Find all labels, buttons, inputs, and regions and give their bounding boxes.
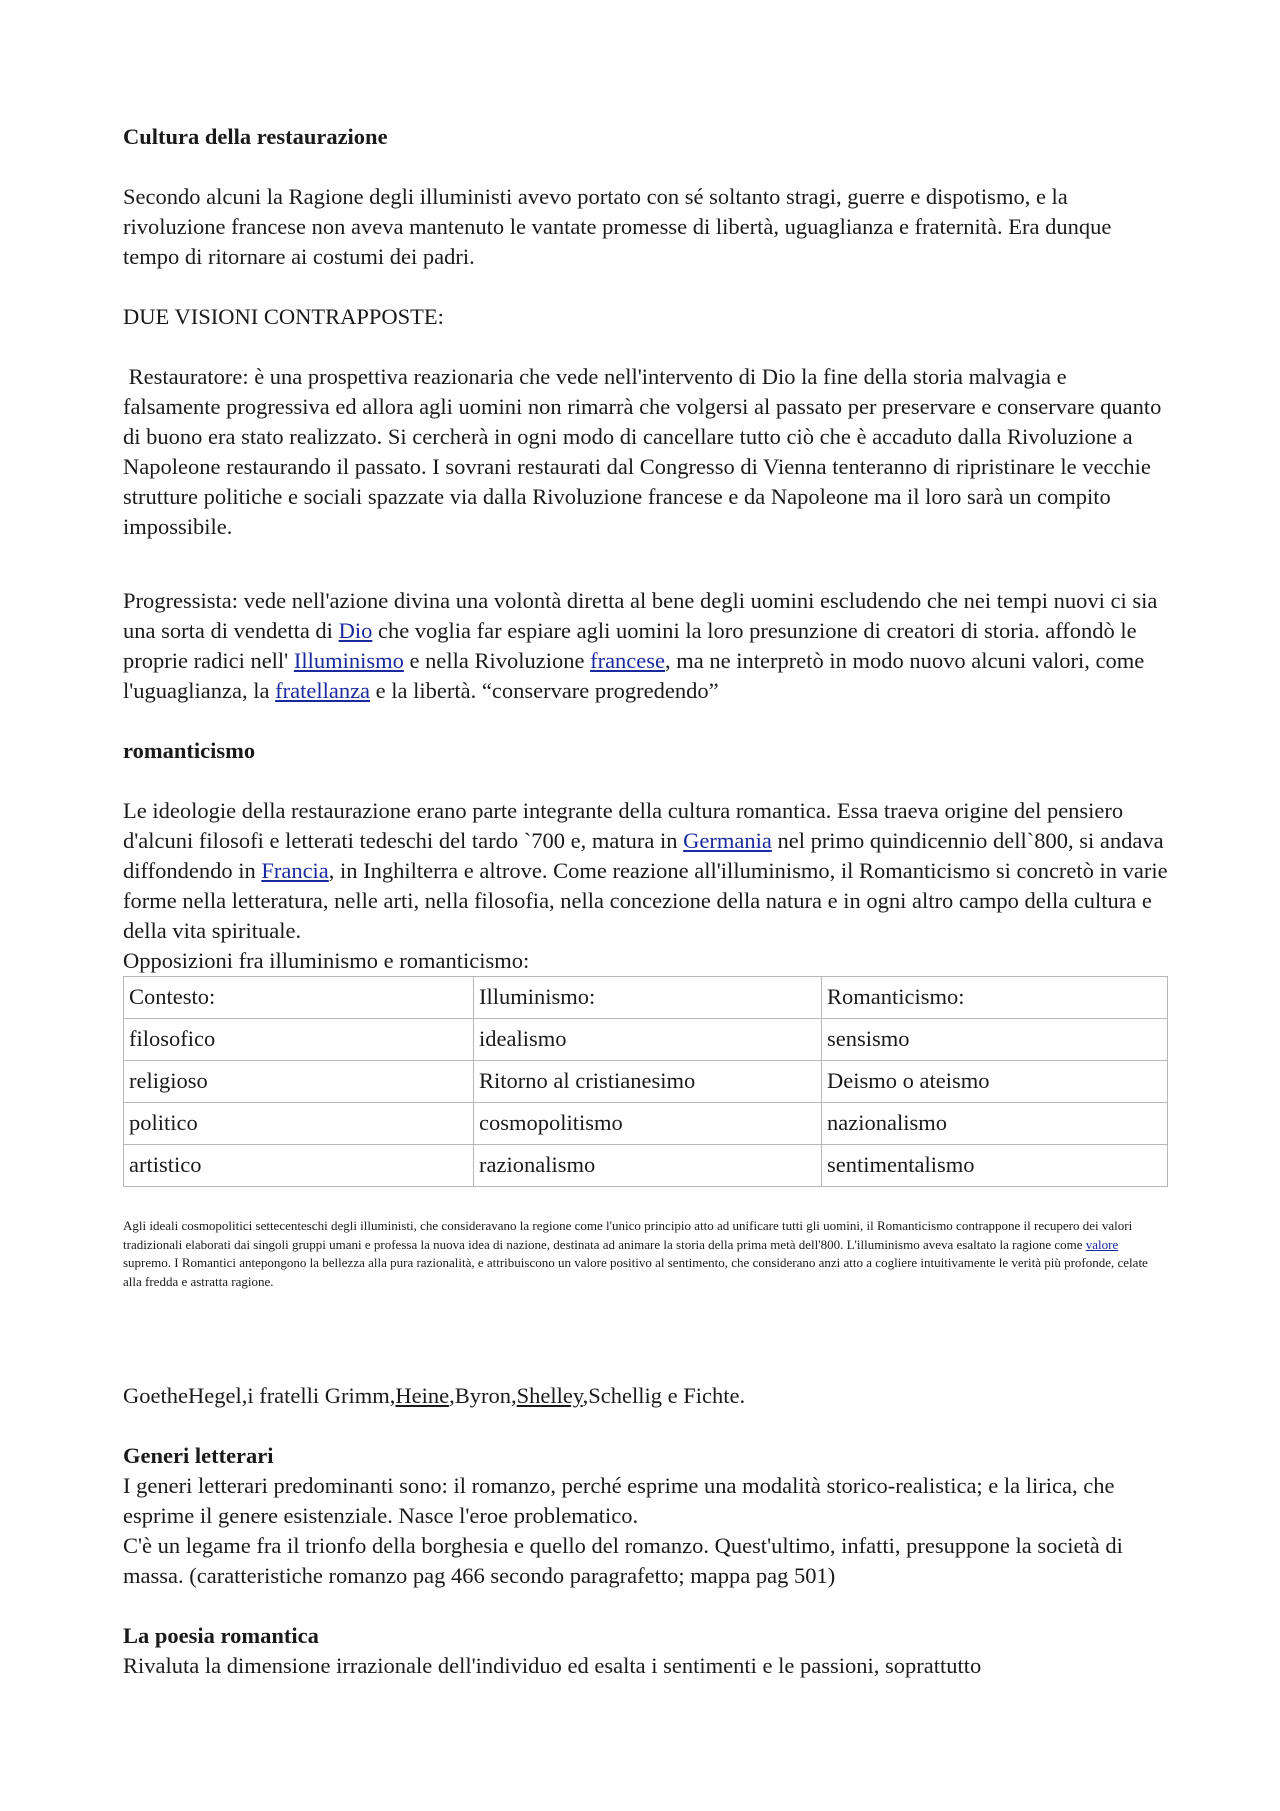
paragraph-generi-2: C'è un legame fra il trionfo della borghesia e quello del romanzo. Quest'ultimo, infatti, presuppone la società di massa. (caratteristiche romanzo pag 466 secondo paragrafetto; mappa pag 501) <box>123 1533 1123 1588</box>
link-francia[interactable]: Francia <box>261 858 329 883</box>
heading-romanticismo: romanticismo <box>123 738 256 763</box>
heading-due-visioni: DUE VISIONI CONTRAPPOSTE: <box>123 304 444 329</box>
document-page <box>123 122 1168 1681</box>
table-row <box>124 1103 1168 1145</box>
table-cell: cosmopolitismo <box>474 1103 822 1145</box>
table-header-cell: Romanticismo: <box>822 977 1168 1019</box>
paragraph-generi-1: I generi letterari predominanti sono: il romanzo, perché esprime una modalità storico-realistica; e la lirica, che esprime il genere esistenziale. Nasce l'eroe problematico. <box>123 1473 1115 1528</box>
table-cell: razionalismo <box>474 1145 822 1187</box>
table-row <box>124 1061 1168 1103</box>
table-cell: politico <box>124 1103 474 1145</box>
link-valore[interactable]: valore <box>1085 1236 1119 1252</box>
heading-cultura-restaurazione: Cultura della restaurazione <box>123 124 388 149</box>
table-row <box>124 1019 1168 1061</box>
table-cell: religioso <box>124 1061 474 1103</box>
table-cell: Deismo o ateismo <box>822 1061 1168 1103</box>
table-cell: filosofico <box>124 1019 474 1061</box>
paragraph-restauratore: Restauratore: è una prospettiva reazionaria che vede nell'intervento di Dio la fine della storia malvagia e falsamente progressiva ed allora agli uomini non rimarrà che volgersi al passato per preservare e conservare quanto di buono era stato realizzato. Si cercherà in ogni modo di cancellare tutto ciò che è accaduto dalla Rivoluzione a Napoleone restaurando il passato. I sovrani restaurati dal Congresso di Vienna tenteranno di ripristinare le vecchie strutture politiche e sociali spazzate via dalla Rivoluzione francese e da Napoleone ma il loro sarà un compito impossibile. <box>123 364 1167 539</box>
table-header-cell: Illuminismo: <box>474 977 822 1019</box>
small-print-paragraph: Agli ideali cosmopolitici settecenteschi degli illuministi, che consideravano la regione come l'unico principio atto ad unificare tutti gli uomini, il Romanticismo contrappone il recupero dei valori tradizionali elaborati dai singoli gruppi umani e professa la nuova idea di nazione, destinata ad animare la storia della prima metà dell'800. L'illuminismo aveva esaltato la ragione come valore supremo. I Romantici antepongono la bellezza alla pura razionalità, e attribuiscono un valore positivo al sentimento, che considerano anzi atto a cogliere intuitivamente le verità più profonde, celate alla fredda e astratta ragione. <box>123 1218 1148 1289</box>
opposizioni-table <box>123 976 1168 1187</box>
table-row <box>124 1145 1168 1187</box>
heading-generi-letterari: Generi letterari <box>123 1443 274 1468</box>
table-cell: sensismo <box>822 1019 1168 1061</box>
link-illuminismo[interactable]: Illuminismo <box>293 648 404 673</box>
link-francese[interactable]: francese <box>590 648 666 673</box>
table-cell: idealismo <box>474 1019 822 1061</box>
table-cell: Ritorno al cristianesimo <box>474 1061 822 1103</box>
paragraph-autori: GoetheHegel,i fratelli Grimm,Heine,Byron,Shelley,Schellig e Fichte. <box>123 1383 746 1408</box>
table-cell: sentimentalismo <box>822 1145 1168 1187</box>
paragraph-poesia-1: Rivaluta la dimensione irrazionale dell'individuo ed esalta i sentimenti e le passioni, soprattutto <box>123 1653 982 1678</box>
link-heine[interactable]: Heine <box>395 1383 450 1408</box>
table-cell: nazionalismo <box>822 1103 1168 1145</box>
table-caption: Opposizioni fra illuminismo e romanticismo: <box>123 948 530 973</box>
link-germania[interactable]: Germania <box>683 828 772 853</box>
link-dio[interactable]: Dio <box>338 618 373 643</box>
paragraph-ideologie: Le ideologie della restaurazione erano parte integrante della cultura romantica. Essa traeva origine del pensiero d'alcuni filosofi e letterati tedeschi del tardo `700 e, matura in Germania nel primo quindicennio dell`800, si andava diffondendo in Francia, in Inghilterra e altrove. Come reazione all'illuminismo, il Romanticismo si concretò in varie forme nella letteratura, nelle arti, nella filosofia, nella concezione della natura e in ogni altro campo della cultura e della vita spirituale. <box>123 798 1168 943</box>
table-header-cell: Contesto: <box>124 977 474 1019</box>
heading-poesia-romantica: La poesia romantica <box>123 1623 319 1648</box>
table-cell: artistico <box>124 1145 474 1187</box>
table-header-row <box>124 977 1168 1019</box>
link-shelley[interactable]: Shelley <box>516 1383 583 1408</box>
paragraph-progressista: Progressista: vede nell'azione divina una volontà diretta al bene degli uomini escludendo che nei tempi nuovi ci sia una sorta di vendetta di Dio che voglia far espiare agli uomini la loro presunzione di creatori di storia. affondò le proprie radici nell' Illuminismo e nella Rivoluzione francese, ma ne interpretò in modo nuovo alcuni valori, come l'uguaglianza, la fratellanza e la libertà. “conservare progredendo” <box>123 588 1158 703</box>
link-fratellanza[interactable]: fratellanza <box>275 678 371 703</box>
paragraph-ragione-illuministi: Secondo alcuni la Ragione degli illuministi avevo portato con sé soltanto stragi, guerre e dispotismo, e la rivoluzione francese non aveva mantenuto le vantate promesse di libertà, uguaglianza e fraternità. Era dunque tempo di ritornare ai costumi dei padri. <box>123 184 1112 269</box>
